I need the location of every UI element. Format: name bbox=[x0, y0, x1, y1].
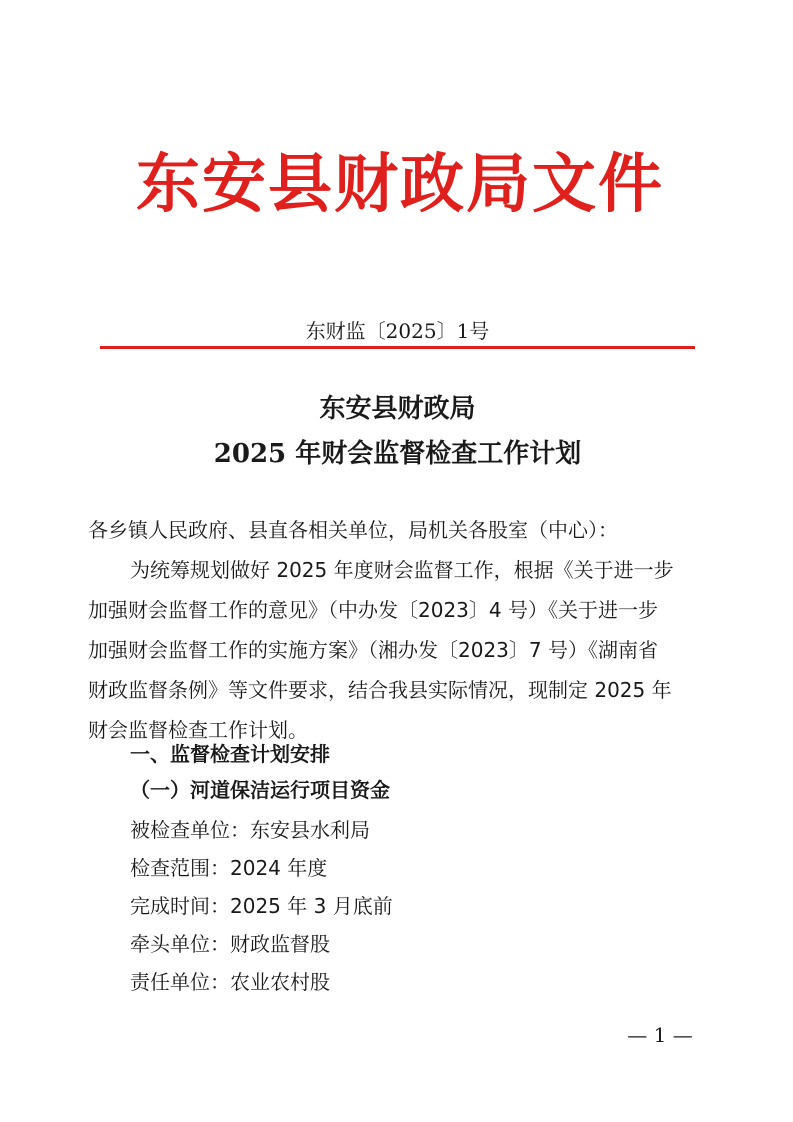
paragraph-line: 财政监督条例》等文件要求，结合我县实际情况，现制定 2025 年 bbox=[88, 678, 672, 702]
document-title-line-2: 2025 年财会监督检查工作计划 bbox=[213, 439, 582, 469]
salutation: 各乡镇人民政府、县直各相关单位，局机关各股室（中心）： bbox=[88, 518, 618, 542]
document-title-line-1: 东安县财政局 bbox=[319, 394, 476, 424]
paragraph-line: 为统筹规划做好 2025 年度财会监督工作，根据《关于进一步 bbox=[130, 558, 674, 582]
paragraph-line: 财会监督检查工作计划。 bbox=[88, 718, 308, 742]
paragraph-line: 加强财会监督工作的意见》（中办发〔2023〕4 号）《关于进一步 bbox=[88, 598, 658, 622]
list-item: 责任单位：农业农村股 bbox=[130, 970, 330, 994]
list-item: 牵头单位：财政监督股 bbox=[130, 932, 330, 956]
red-header-title: 东安县财政局文件 bbox=[136, 147, 664, 222]
paragraph-line: 加强财会监督工作的实施方案》（湘办发〔2023〕7 号）《湖南省 bbox=[88, 638, 658, 662]
red-separator-line bbox=[100, 346, 695, 349]
subsection-heading: （一）河道保洁运行项目资金 bbox=[130, 778, 390, 802]
list-item: 完成时间：2025 年 3 月底前 bbox=[130, 894, 393, 918]
section-heading: 一、监督检查计划安排 bbox=[130, 742, 330, 766]
document-number: 东财监〔2025〕1号 bbox=[305, 319, 490, 343]
page-number: — 1 — bbox=[627, 1023, 693, 1047]
list-item: 被检查单位：东安县水利局 bbox=[130, 818, 370, 842]
list-item: 检查范围：2024 年度 bbox=[130, 856, 328, 880]
